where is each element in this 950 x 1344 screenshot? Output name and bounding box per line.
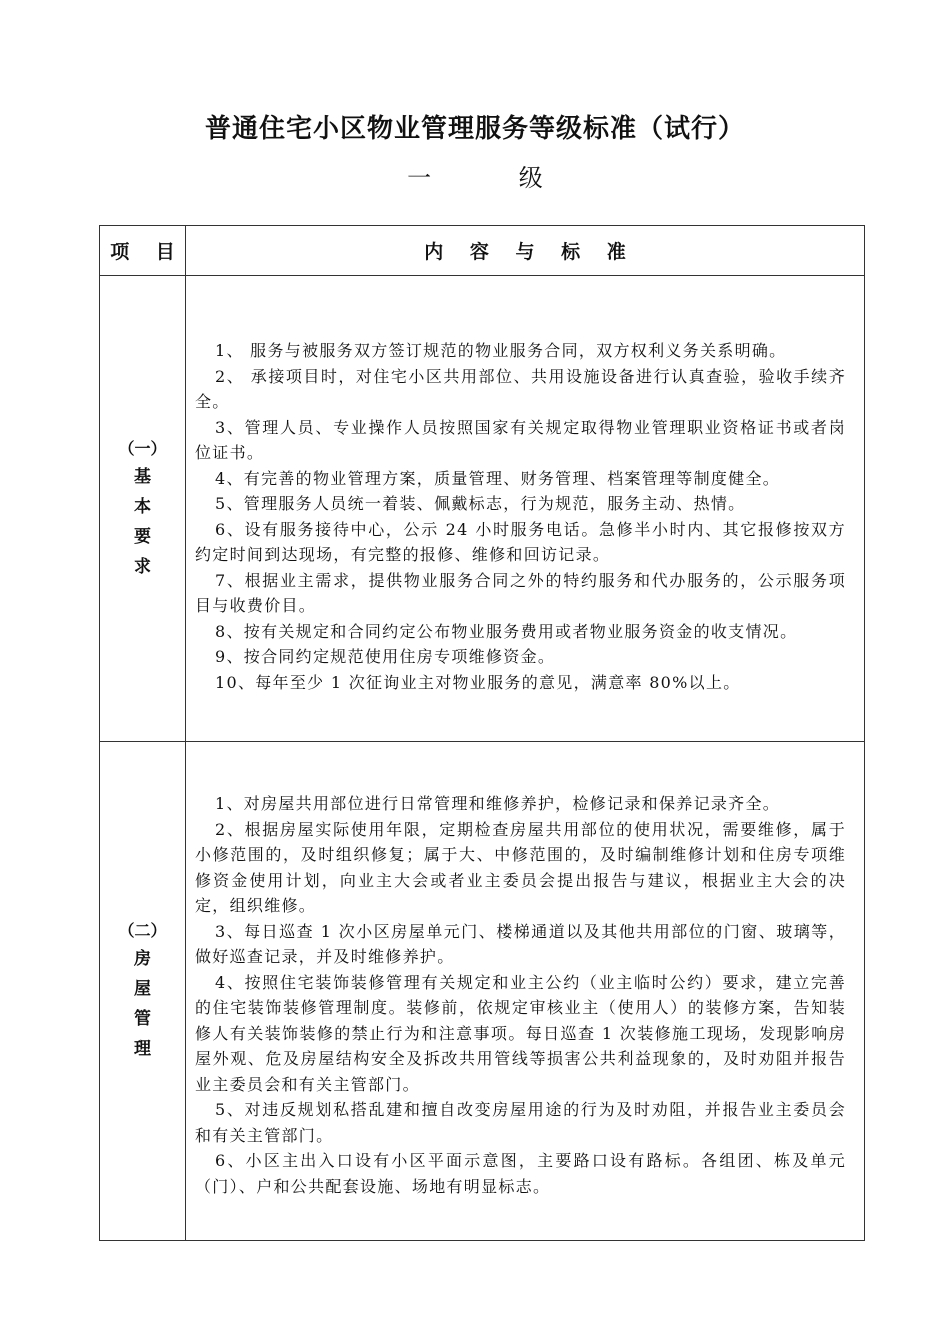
section-housing-management [100, 742, 865, 1241]
section-number: （一） [118, 438, 167, 458]
service-level: 一 级 [407, 164, 583, 192]
section-name: 基本要求 [133, 466, 151, 577]
table-header-row [100, 226, 865, 276]
list-item: 2、根据房屋实际使用年限，定期检查房屋共用部位的使用状况，需要维修，属于小修范围的，及时组织修复；属于大、中修范围的，及时编制维修计划和住房专项维修资金使用计划，向业主大会或者业主委员会提出报告与建议，根据业主大会的决定，组织维修。 [195, 819, 846, 915]
document-title: 普通住宅小区物业管理服务等级标准（试行） [204, 114, 745, 144]
section-category [100, 742, 186, 1241]
list-item: 10、每年至少 1 次征询业主对物业服务的意见，满意率 80%以上。 [215, 672, 741, 692]
section-basic-requirements [100, 276, 865, 742]
section-content [186, 276, 865, 742]
section-content [186, 742, 865, 1241]
list-item: 6、设有服务接待中心，公示 24 小时服务电话。急修半小时内、其它报修按双方约定时间到达现场，有完整的报修、维修和回访记录。 [195, 519, 846, 564]
standards-table [99, 225, 865, 1241]
list-item: 7、根据业主需求，提供物业服务合同之外的特约服务和代办服务的，公示服务项目与收费价目。 [195, 570, 846, 615]
section-category [100, 276, 186, 742]
list-item: 8、按有关规定和合同约定公布物业服务费用或者物业服务资金的收支情况。 [215, 621, 798, 641]
list-item: 5、管理服务人员统一着装、佩戴标志，行为规范，服务主动、热情。 [215, 494, 746, 513]
list-item: 4、有完善的物业管理方案，质量管理、财务管理、档案管理等制度健全。 [215, 468, 781, 488]
list-item: 1、对房屋共用部位进行日常管理和维修养护，检修记录和保养记录齐全。 [215, 794, 781, 813]
list-item: 4、按照住宅装饰装修管理有关规定和业主公约（业主临时公约）要求，建立完善的住宅装饰装修管理制度。装修前，依规定审核业主（使用人）的装修方案，告知装修人有关装饰装修的禁止行为和注意事项。每日巡查 1 次装修施工现场，发现影响房屋外观、危及房屋结构安全及拆改共用管线等损害公共利益现象的，及时劝阻并报告业主委员会和有关主管部门。 [195, 972, 846, 1094]
list-item: 3、管理人员、专业操作人员按照国家有关规定取得物业管理职业资格证书或者岗位证书。 [195, 417, 846, 462]
list-item: 5、对违反规划私搭乱建和擅自改变房屋用途的行为及时劝阻，并报告业主委员会和有关主管部门。 [195, 1100, 846, 1145]
header-content: 内 容 与 标 准 [186, 226, 865, 276]
section-number: （二） [118, 921, 167, 940]
list-item: 3、每日巡查 1 次小区房屋单元门、楼梯通道以及其他共用部位的门窗、玻璃等，做好巡查记录，并及时维修养护。 [195, 921, 846, 966]
header-item: 项 目 [100, 226, 186, 276]
list-item: 9、按合同约定规范使用住房专项维修资金。 [215, 647, 556, 666]
section-name: 房屋管理 [133, 949, 151, 1059]
list-item: 2、 承接项目时，对住宅小区共用部位、共用设施设备进行认真查验，验收手续齐全。 [195, 366, 846, 411]
list-item: 6、小区主出入口设有小区平面示意图，主要路口设有路标。各组团、栋及单元（门）、户和公共配套设施、场地有明显标志。 [195, 1151, 846, 1196]
list-item: 1、 服务与被服务双方签订规范的物业服务合同，双方权利义务关系明确。 [215, 341, 787, 360]
